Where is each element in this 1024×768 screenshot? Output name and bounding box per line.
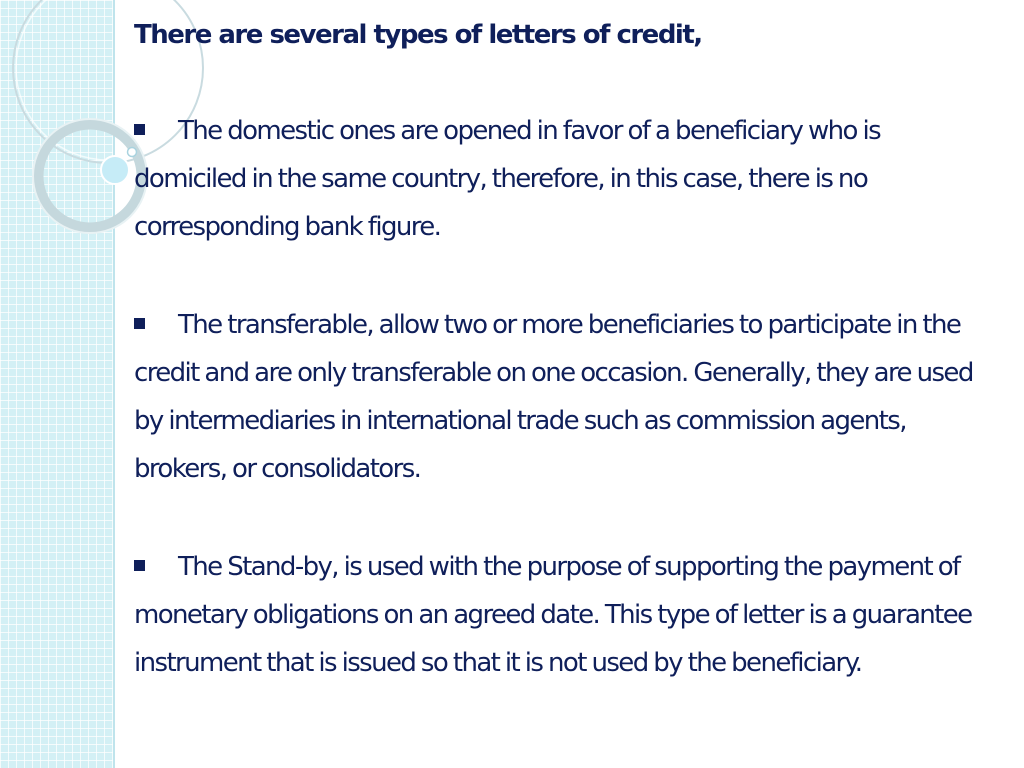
bullet-item-standby bbox=[134, 543, 994, 687]
slide-title: There are several types of letters of credit, bbox=[134, 20, 702, 50]
square-bullet-icon bbox=[134, 318, 145, 329]
square-bullet-icon bbox=[134, 560, 145, 571]
bullet-item-transferable bbox=[134, 301, 994, 493]
bullet-text: The Stand-by, is used with the purpose of supporting the payment of monetary obligations on an agreed date. This type of letter is a guarantee instrument that is issued so that it is not used by the beneficiary. bbox=[134, 552, 972, 678]
bullet-text: The transferable, allow two or more beneficiaries to participate in the credit and are only transferable on one occasion. Generally, they are used by intermediaries in international trade such as commission agents, brokers, or consolidators. bbox=[134, 310, 973, 484]
bullet-item-domestic bbox=[134, 107, 994, 251]
bullet-list bbox=[134, 107, 994, 737]
bullet-text: The domestic ones are opened in favor of a beneficiary who is domiciled in the same country, therefore, in this case, there is no corresponding bank figure. bbox=[134, 116, 881, 242]
square-bullet-icon bbox=[134, 124, 145, 135]
